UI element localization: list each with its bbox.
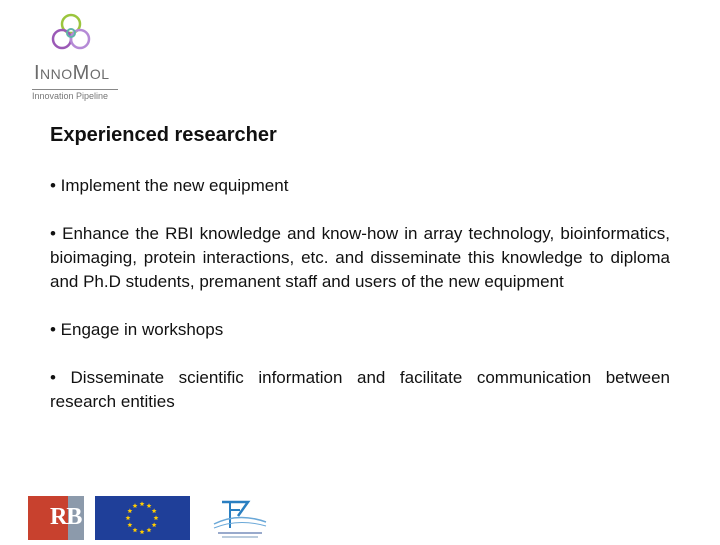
logo-name: InnoMol (34, 62, 110, 84)
logo-tagline: Innovation Pipeline (32, 91, 109, 101)
innomol-logo (28, 10, 120, 101)
footer-logos (28, 496, 278, 540)
eu-star (133, 503, 138, 508)
slide-heading: Experienced researcher (50, 124, 277, 146)
bullet-item: • Engage in workshops (50, 320, 224, 339)
fp7-icon (208, 498, 272, 540)
eu-star (140, 529, 145, 534)
logo-divider (32, 89, 118, 90)
rbi-logo-text: RB (50, 504, 82, 530)
eu-star (127, 508, 132, 513)
eu-flag (95, 496, 190, 540)
eu-star (127, 522, 132, 527)
eu-star (140, 501, 145, 506)
eu-star (154, 515, 159, 520)
eu-stars-icon (95, 496, 190, 540)
bullet-item: • Disseminate scientific information and facilitate communication between research entities (50, 368, 670, 411)
eu-star (147, 528, 152, 533)
rings-icon (48, 12, 94, 58)
eu-star (152, 522, 157, 527)
eu-star (126, 515, 131, 520)
bullet-item: • Implement the new equipment (50, 176, 289, 195)
bullet-item: • Enhance the RBI knowledge and know-how in array technology, bioinformatics, bioimaging, protein interactions, etc. and disseminate this knowledge to diploma and Ph.D students, premanent staff and users of the new equipment (50, 224, 670, 291)
eu-star (152, 508, 157, 513)
eu-star (147, 503, 152, 508)
slide-content (50, 122, 670, 438)
fp7-logo (208, 498, 272, 540)
eu-star (133, 528, 138, 533)
rbi-logo (28, 496, 84, 540)
